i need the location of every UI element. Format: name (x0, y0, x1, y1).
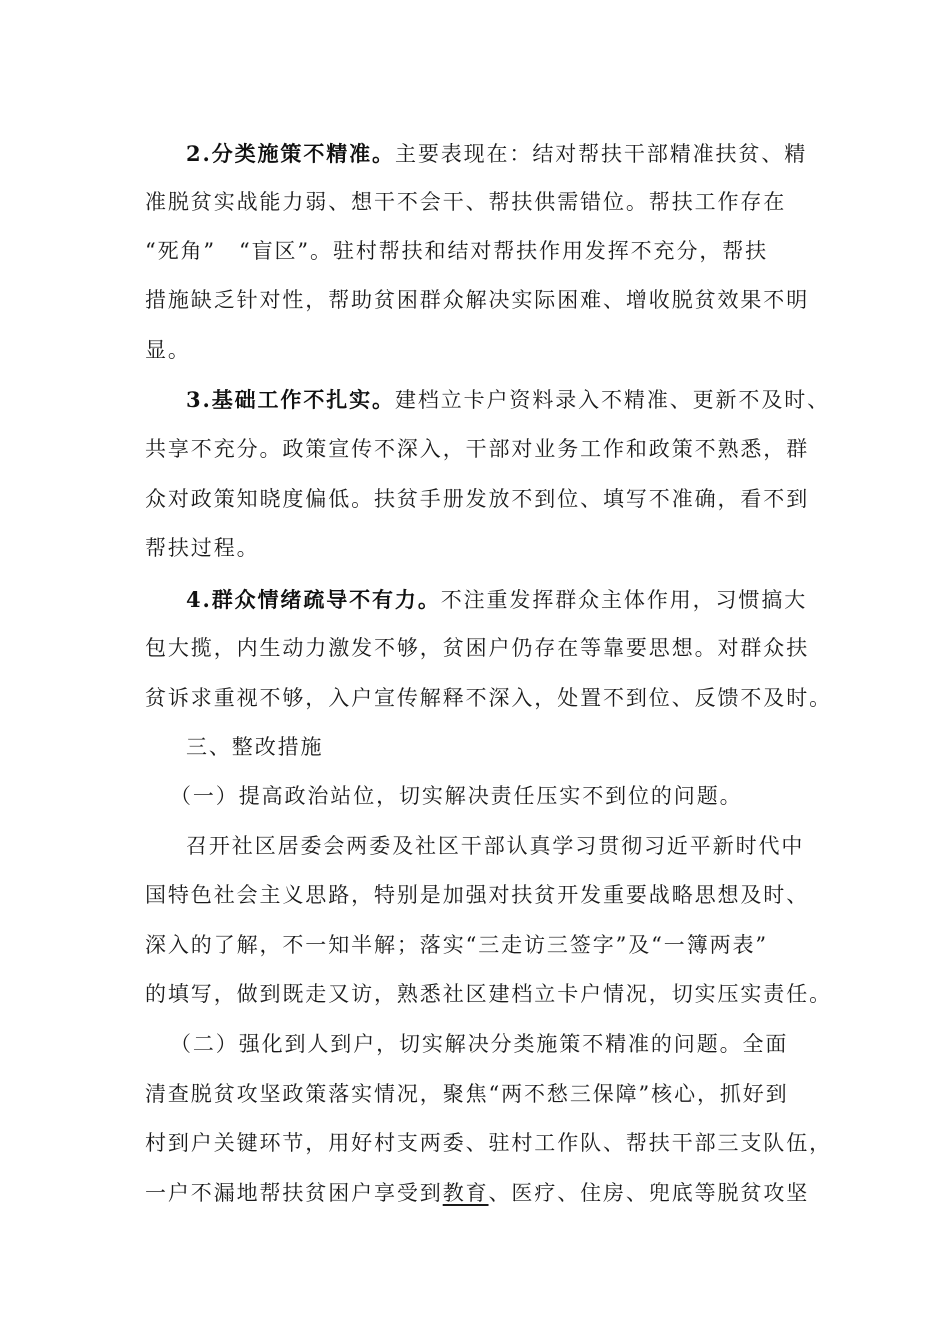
paragraph-line (186, 380, 950, 420)
line-text: 建档立卡户资料录入不精准、更新不及时、 (394, 388, 831, 412)
paragraph-line (145, 925, 950, 965)
paragraph-line (145, 678, 950, 718)
line-text: 共享不充分。政策宣传不深入，干部对业务工作和政策不熟悉，群 (145, 437, 810, 461)
line-text: 准脱贫实战能力弱、想干不会干、帮扶供需错位。帮扶工作存在 (145, 190, 787, 214)
line-text: 村到户关键环节，用好村支两委、驻村工作队、帮扶干部三支队伍， (145, 1131, 832, 1155)
heading-bold: 4.群众情绪疏导不有力。 (186, 587, 441, 612)
line-text: 措施缺乏针对性，帮助贫困群众解决实际困难、增收脱贫效果不明 (145, 288, 810, 312)
line-text: 三、整改措施 (186, 735, 324, 759)
line-text: 帮扶过程。 (145, 536, 260, 560)
paragraph-line (186, 580, 950, 620)
paragraph-line (186, 826, 950, 866)
line-text: 的填写，做到既走又访，熟悉社区建档立卡户情况，切实压实责任。 (145, 982, 832, 1006)
paragraph-line (145, 231, 950, 271)
paragraph-line (145, 1074, 950, 1114)
line-text: （二）强化到人到户，切实解决分类施策不精准的问题。全面 (170, 1032, 789, 1056)
line-text-tail: 、医疗、住房、兜底等脱贫攻坚 (488, 1181, 810, 1205)
paragraph-line (145, 974, 950, 1014)
line-text: （一）提高政治站位，切实解决责任压实不到位的问题。 (170, 784, 743, 808)
paragraph-line (145, 628, 950, 668)
paragraph-line (145, 528, 950, 568)
line-text: 一户不漏地帮扶贫困户享受到 (145, 1181, 443, 1205)
line-text: 清查脱贫攻坚政策落实情况，聚焦“两不愁三保障”核心，抓好到 (145, 1082, 789, 1106)
paragraph-line (145, 1173, 950, 1213)
line-text: 包大揽，内生动力激发不够，贫困户仍存在等靠要思想。对群众扶 (145, 636, 810, 660)
paragraph-line (145, 429, 950, 469)
line-text: 不注重发挥群众主体作用，习惯搞大 (440, 588, 808, 612)
heading-bold: 3.基础工作不扎实。 (186, 387, 395, 412)
line-text: 主要表现在：结对帮扶干部精准扶贫、精 (394, 142, 808, 166)
line-text: 贫诉求重视不够，入户宣传解释不深入，处置不到位、反馈不及时。 (145, 686, 832, 710)
paragraph-line (145, 875, 950, 915)
paragraph-line (145, 182, 950, 222)
subsection-heading (170, 776, 950, 816)
line-text: 深入的了解，不一知半解；落实“三走访三签字”及“一簿两表” (145, 933, 769, 957)
heading-bold: 2.分类施策不精准。 (186, 141, 395, 166)
paragraph-line (145, 479, 950, 519)
line-text: 显。 (145, 338, 191, 362)
paragraph-line (145, 330, 950, 370)
line-text: “死角” “盲区”。驻村帮扶和结对帮扶作用发挥不充分，帮扶 (145, 239, 769, 263)
line-text: 众对政策知晓度偏低。扶贫手册发放不到位、填写不准确，看不到 (145, 487, 810, 511)
section-heading (186, 727, 950, 767)
underlined-text: 教育 (442, 1181, 489, 1205)
paragraph-line (186, 134, 950, 174)
paragraph-line (145, 280, 950, 320)
paragraph-line (170, 1024, 950, 1064)
line-text: 国特色社会主义思路，特别是加强对扶贫开发重要战略思想及时、 (145, 883, 810, 907)
line-text: 召开社区居委会两委及社区干部认真学习贯彻习近平新时代中 (186, 834, 805, 858)
paragraph-line (145, 1123, 950, 1163)
